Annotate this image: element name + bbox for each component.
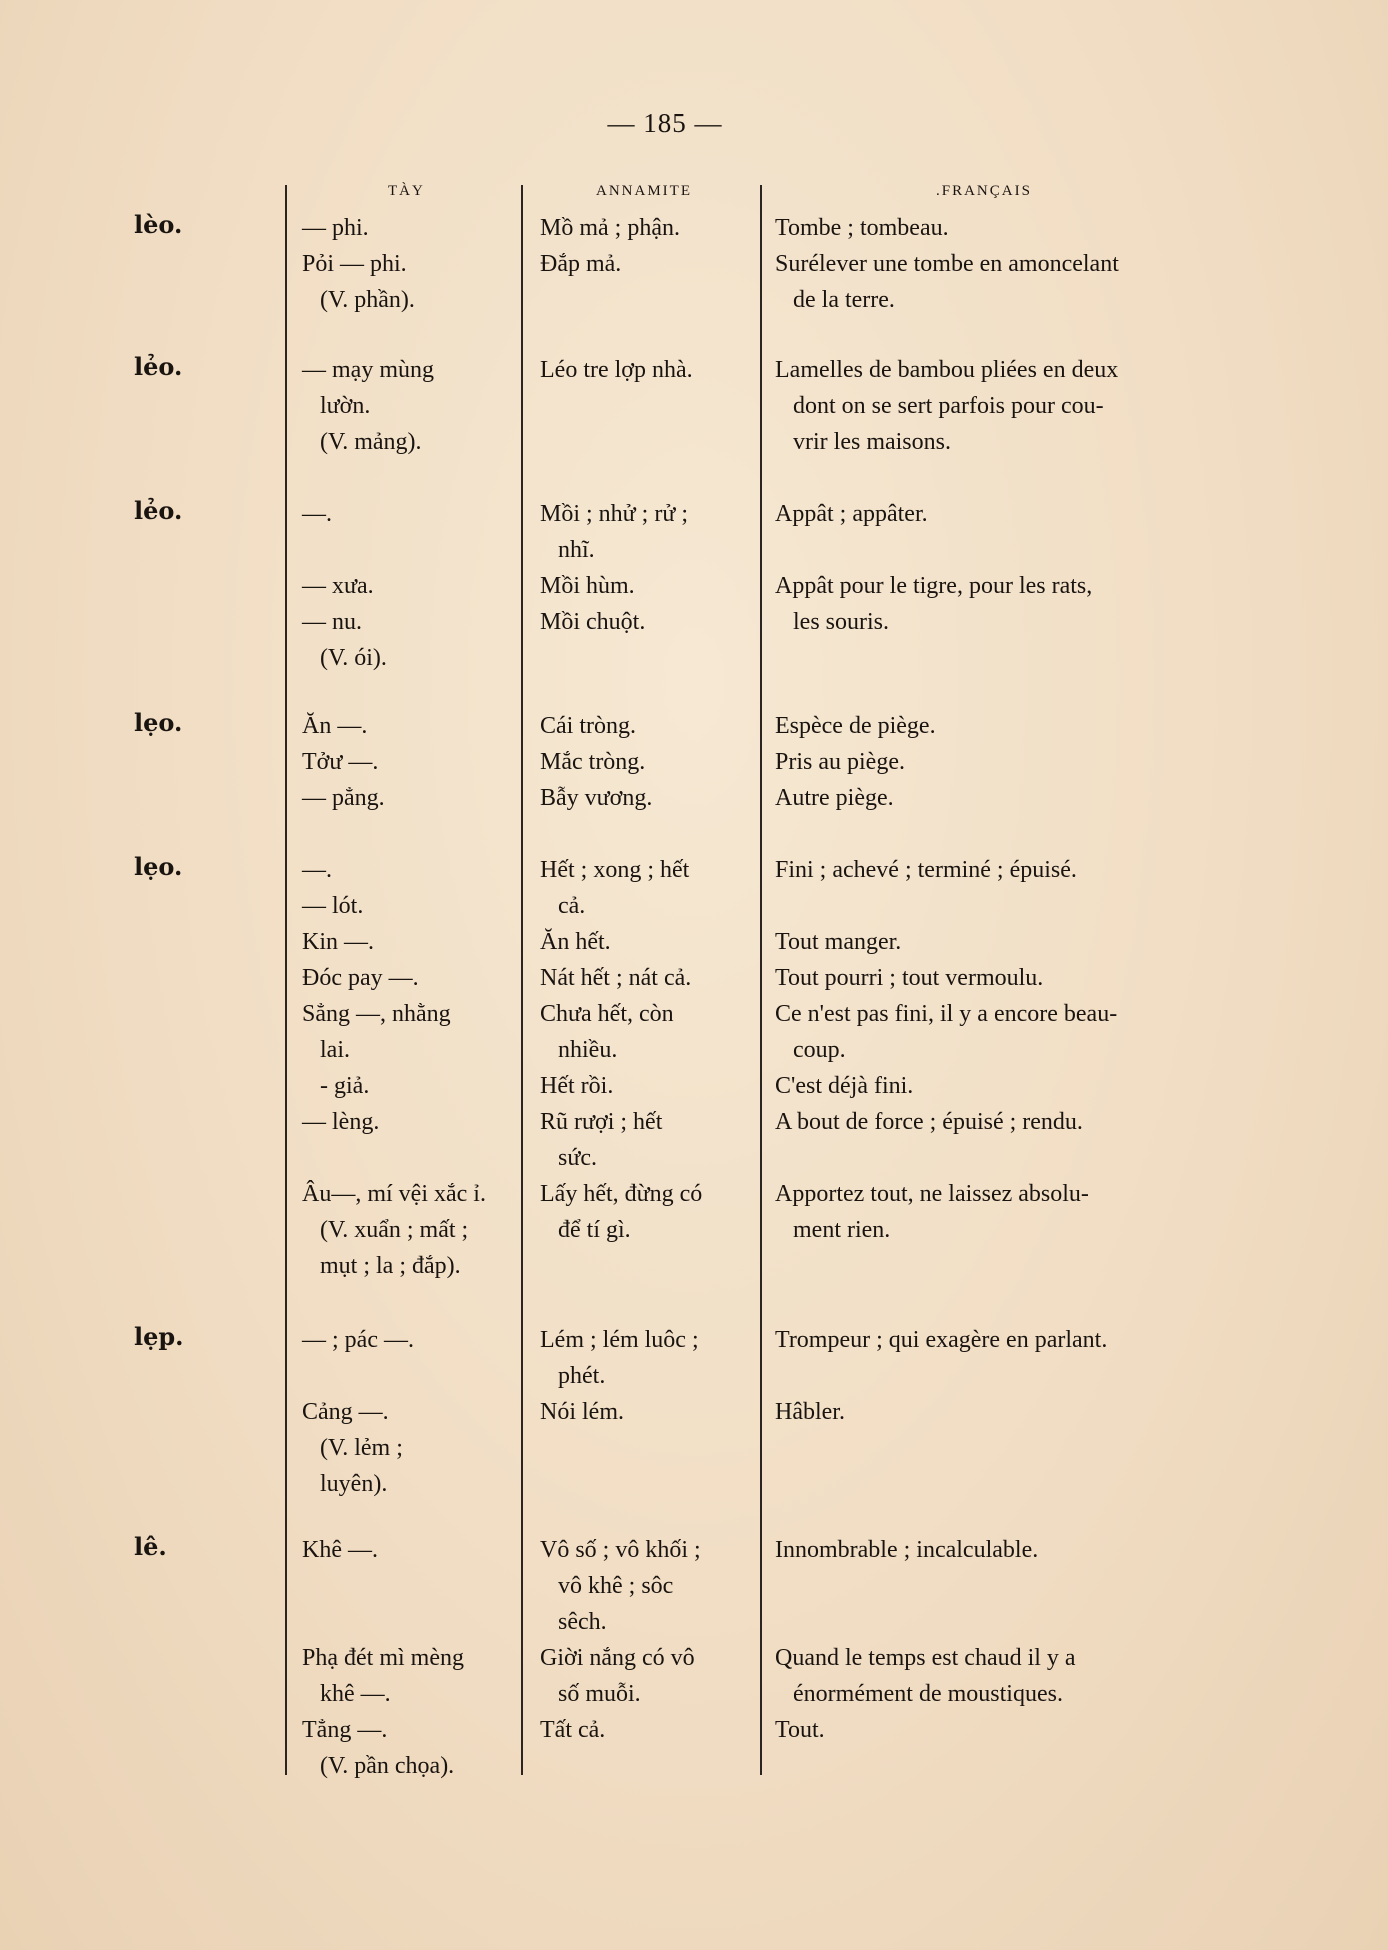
entry-headword: lẻo.	[134, 352, 183, 381]
entry-line: phét.	[540, 1363, 606, 1389]
entry-tay	[302, 496, 517, 676]
entry-line: Tombe ; tombeau.	[775, 215, 949, 241]
entry-line	[775, 1568, 1245, 1604]
entry-line: cả.	[540, 893, 586, 919]
entry-line: Đắp mả.	[540, 251, 622, 277]
entry-line: vô khê ; sôc	[540, 1573, 674, 1599]
entry-line: A bout de force ; épuisé ; rendu.	[775, 1109, 1083, 1135]
entry-line: —.	[302, 501, 332, 527]
entry-line: - giả.	[302, 1073, 370, 1099]
entry-line: Léo tre lợp nhà.	[540, 357, 693, 383]
entry-line: Innombrable ; incalculable.	[775, 1537, 1039, 1563]
entry-line: — ; pác —.	[302, 1327, 414, 1353]
entry-line: Sẳng —, nhằng	[302, 1001, 451, 1027]
entry-line: Fini ; achevé ; terminé ; épuisé.	[775, 857, 1077, 883]
entry-line: Espèce de piège.	[775, 713, 936, 739]
entry-line: Mồi chuột.	[540, 609, 646, 635]
entry-headword: lẻo.	[134, 496, 183, 525]
entry-line: Surélever une tombe en amoncelant	[775, 251, 1119, 277]
entry-line	[302, 532, 517, 568]
entry-line: Apportez tout, ne laissez absolu-	[775, 1181, 1089, 1207]
entry-line: Ce n'est pas fini, il y a encore beau-	[775, 1001, 1118, 1027]
entry-francais	[775, 1532, 1245, 1748]
column-divider	[285, 185, 287, 1775]
entry-line: Appât pour le tigre, pour les rats,	[775, 573, 1093, 599]
entry-line: Kin —.	[302, 929, 374, 955]
entry-line: Nói lém.	[540, 1399, 624, 1425]
entry-annamite	[540, 708, 758, 816]
entry-line: Ăn —.	[302, 713, 368, 739]
entry-line: (V. lẻm ;	[302, 1435, 403, 1461]
entry-line: coup.	[775, 1037, 846, 1063]
entry-line: Khê —.	[302, 1537, 378, 1563]
entry-line	[775, 532, 1245, 568]
entry-line: Hâbler.	[775, 1399, 845, 1425]
entry-tay	[302, 1322, 517, 1502]
entry-francais	[775, 496, 1245, 640]
entry-line	[775, 888, 1245, 924]
entry-line: (V. mảng).	[302, 429, 422, 455]
entry-line: ment rien.	[775, 1217, 891, 1243]
entry-line: — nu.	[302, 609, 362, 635]
entry-line: Hết rồi.	[540, 1073, 614, 1099]
column-header-tay: TÀY	[388, 183, 425, 199]
entry-line: Nát hết ; nát cả.	[540, 965, 692, 991]
entry-line: — pẳng.	[302, 785, 385, 811]
entry-line: —.	[302, 857, 332, 883]
entry-francais	[775, 708, 1245, 816]
entry-line: để tí gì.	[540, 1217, 631, 1243]
entry-headword: lẹo.	[134, 852, 183, 881]
entry-francais	[775, 210, 1245, 318]
entry-headword: lẹo.	[134, 708, 183, 737]
entry-line: vrir les maisons.	[775, 429, 951, 455]
entry-line: Tout manger.	[775, 929, 902, 955]
entry-line: Tout pourri ; tout vermoulu.	[775, 965, 1044, 991]
entry-line: Mắc tròng.	[540, 749, 646, 775]
entry-line: (V. ói).	[302, 645, 387, 671]
entry-line: Tẳng —.	[302, 1717, 388, 1743]
entry-line: lườn.	[302, 393, 371, 419]
entry-line: Tởư —.	[302, 749, 379, 775]
column-header-francais: .FRANÇAIS	[936, 183, 1032, 199]
entry-line: nhĩ.	[540, 537, 595, 563]
entry-line: Tất cả.	[540, 1717, 606, 1743]
entry-line: — mạy mùng	[302, 357, 434, 383]
entry-line: Cảng —.	[302, 1399, 389, 1425]
entry-line: luyên).	[302, 1471, 388, 1497]
entry-line: de la terre.	[775, 287, 895, 313]
entry-line	[775, 1140, 1245, 1176]
entry-line: sức.	[540, 1145, 597, 1171]
entry-headword: lèo.	[134, 210, 183, 239]
entry-line: Phạ đét mì mèng	[302, 1645, 464, 1671]
entry-line	[302, 1604, 517, 1640]
entry-line: Cái tròng.	[540, 713, 636, 739]
entry-line: mụt ; la ; đắp).	[302, 1253, 461, 1279]
entry-tay	[302, 708, 517, 816]
entry-line: Ăn hết.	[540, 929, 611, 955]
column-divider	[521, 185, 523, 1775]
entry-line: — lót.	[302, 893, 364, 919]
entry-line: énormément de moustiques.	[775, 1681, 1063, 1707]
entry-line: Rũ rượi ; hết	[540, 1109, 663, 1135]
entry-line: khê —.	[302, 1681, 391, 1707]
entry-line: C'est déjà fini.	[775, 1073, 914, 1099]
entry-tay	[302, 1532, 517, 1784]
entry-line	[775, 1358, 1245, 1394]
entry-line: (V. phần).	[302, 287, 415, 313]
entry-line: — lèng.	[302, 1109, 380, 1135]
entry-line	[302, 1568, 517, 1604]
entry-line: sêch.	[540, 1609, 607, 1635]
entry-line: Mồi hùm.	[540, 573, 635, 599]
entry-line: Mồ mả ; phận.	[540, 215, 680, 241]
entry-line: Appât ; appâter.	[775, 501, 928, 527]
entry-line: Autre piège.	[775, 785, 894, 811]
entry-line: (V. pần chọa).	[302, 1753, 455, 1779]
entry-annamite	[540, 1532, 758, 1748]
entry-line: Lấy hết, đừng có	[540, 1181, 703, 1207]
entry-line: — phi.	[302, 215, 369, 241]
entry-line: (V. xuẩn ; mất ;	[302, 1217, 469, 1243]
entry-francais	[775, 852, 1245, 1248]
entry-line: Chưa hết, còn	[540, 1001, 674, 1027]
entry-line	[775, 1604, 1245, 1640]
entry-line: Mồi ; nhử ; rử ;	[540, 501, 689, 527]
entry-line	[302, 1358, 517, 1394]
entry-line: Bẫy vương.	[540, 785, 653, 811]
entry-tay	[302, 352, 517, 460]
entry-line: lai.	[302, 1037, 350, 1063]
entry-annamite	[540, 852, 758, 1248]
entry-line: les souris.	[775, 609, 889, 635]
entry-line: dont on se sert parfois pour cou-	[775, 393, 1104, 419]
column-header-annamite: ANNAMITE	[596, 183, 692, 199]
entry-line: Pỏi — phi.	[302, 251, 407, 277]
entry-line: Pris au piège.	[775, 749, 905, 775]
entry-line: Đóc pay —.	[302, 965, 419, 991]
entry-line: Lém ; lém luôc ;	[540, 1327, 699, 1353]
entry-headword: lê.	[134, 1532, 167, 1561]
entry-annamite	[540, 1322, 758, 1430]
entry-line: Trompeur ; qui exagère en parlant.	[775, 1327, 1108, 1353]
entry-francais	[775, 352, 1245, 460]
entry-line: Giời nắng có vô	[540, 1645, 695, 1671]
entry-line: Âu—, mí vệi xắc ỉ.	[302, 1181, 486, 1207]
entry-tay	[302, 852, 517, 1284]
entry-line: — xưa.	[302, 573, 374, 599]
entry-annamite	[540, 496, 758, 640]
entry-headword: lẹp.	[134, 1322, 184, 1351]
column-divider	[760, 185, 762, 1775]
entry-line: Quand le temps est chaud il y a	[775, 1645, 1076, 1671]
entry-tay	[302, 210, 517, 318]
entry-line: Lamelles de bambou pliées en deux	[775, 357, 1119, 383]
entry-francais	[775, 1322, 1245, 1430]
entry-line: Tout.	[775, 1717, 825, 1743]
entry-line: Hết ; xong ; hết	[540, 857, 690, 883]
entry-line: nhiều.	[540, 1037, 618, 1063]
page-number: — 185 —	[607, 108, 723, 138]
entry-line	[302, 1140, 517, 1176]
entry-line: Vô số ; vô khối ;	[540, 1537, 701, 1563]
entry-annamite	[540, 352, 758, 388]
entry-annamite	[540, 210, 758, 282]
entry-line: số muỗi.	[540, 1681, 641, 1707]
